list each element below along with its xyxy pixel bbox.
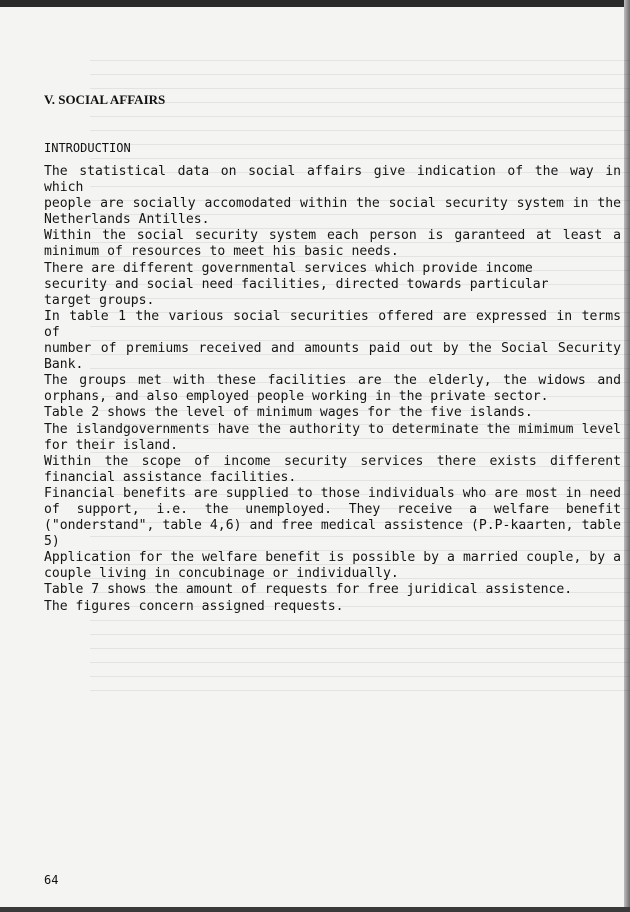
text-line: 5) xyxy=(44,534,60,550)
text-line: of support, i.e. the unemployed. They receive a welfare benefit xyxy=(44,501,621,517)
text-line: The statistical data on social affairs give indication of the way in which xyxy=(44,164,621,196)
body-text xyxy=(44,164,621,615)
scan-top-border xyxy=(0,0,630,7)
introduction-heading: INTRODUCTION xyxy=(44,141,131,155)
text-line: The figures concern assigned requests. xyxy=(44,598,344,614)
text-line: couple living in concubinage or individually. xyxy=(44,566,399,582)
text-line: for their island. xyxy=(44,437,179,453)
text-line: Application for the welfare benefit is possible by a married couple, by a xyxy=(44,550,621,566)
text-line: orphans, and also employed people working in the private sector. xyxy=(44,389,549,405)
text-line: financial assistance facilities. xyxy=(44,469,297,485)
page-number: 64 xyxy=(44,873,59,887)
text-line: Within the scope of income security services there exists different xyxy=(44,453,621,469)
text-line: ("onderstand", table 4,6) and free medical assistence (P.P-kaarten, table xyxy=(44,518,621,534)
text-line: In table 1 the various social securities offered are expressed in terms of xyxy=(44,308,621,340)
text-line: Financial benefits are supplied to those individuals who are most in need xyxy=(44,485,621,501)
text-line: minimum of resources to meet his basic needs. xyxy=(44,244,399,260)
text-line: target groups. xyxy=(44,292,155,308)
scan-bottom-border xyxy=(0,907,630,912)
text-line: There are different governmental services which provide income xyxy=(44,260,533,276)
text-line: Within the social security system each person is garanteed at least a xyxy=(44,228,621,244)
text-line: The groups met with these facilities are the elderly, the widows and xyxy=(44,373,621,389)
text-line: Table 2 shows the level of minimum wages for the five islands. xyxy=(44,405,533,421)
text-line: Netherlands Antilles. xyxy=(44,212,210,228)
text-line: number of premiums received and amounts paid out by the Social Security xyxy=(44,341,621,357)
text-line: The islandgovernments have the authority to determinate the mimimum level xyxy=(44,421,621,437)
text-line: people are socially accomodated within the social security system in the xyxy=(44,196,621,212)
section-title: V. SOCIAL AFFAIRS xyxy=(44,92,166,107)
text-line: security and social need facilities, directed towards particular xyxy=(44,276,549,292)
text-line: Table 7 shows the amount of requests for free juridical assistence. xyxy=(44,582,573,598)
text-line: Bank. xyxy=(44,357,84,373)
